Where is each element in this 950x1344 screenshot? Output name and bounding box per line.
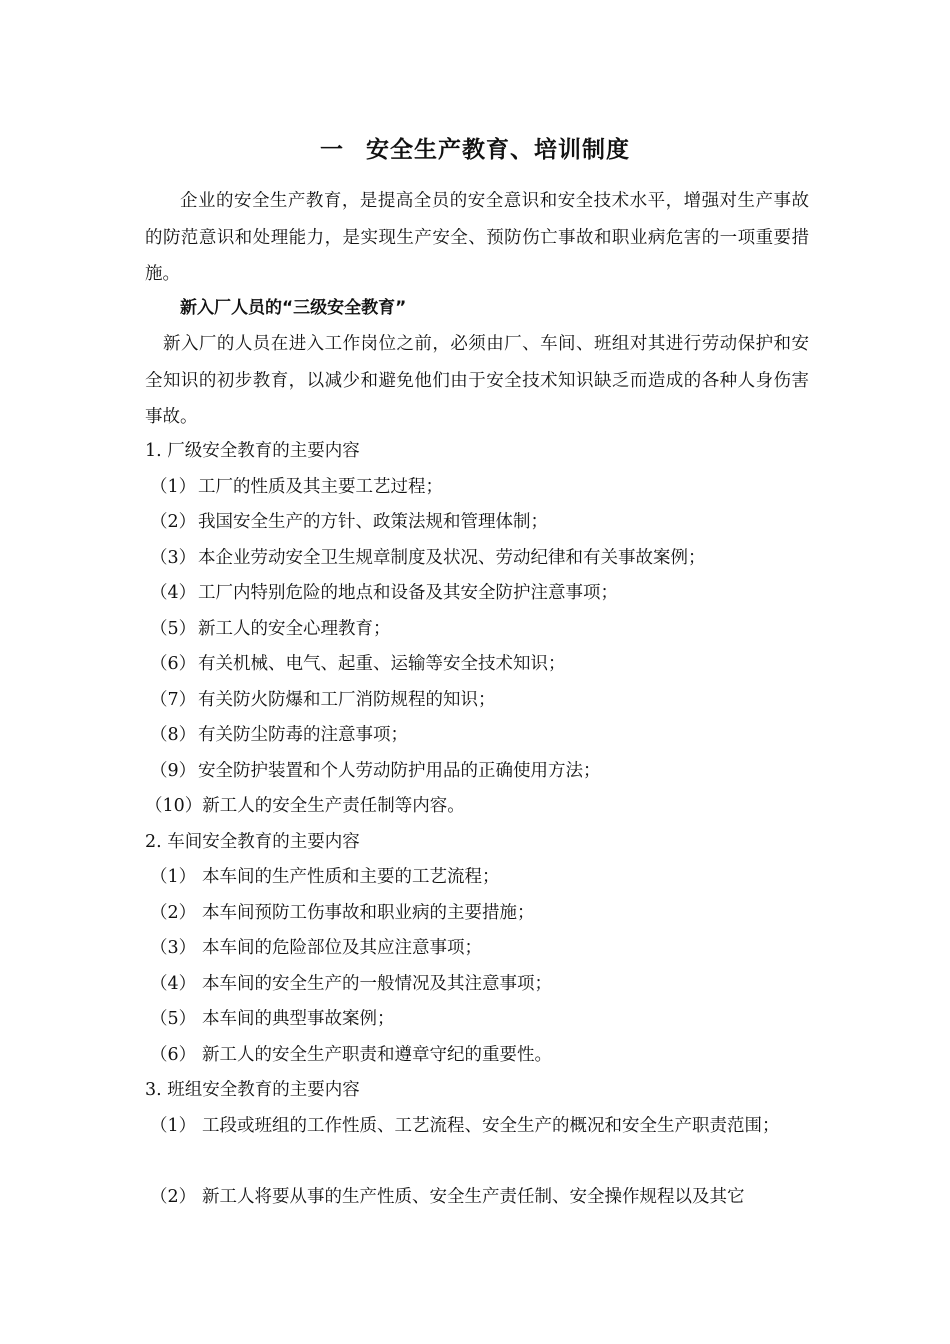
item-number: （2）: [150, 1187, 197, 1207]
item-text: 有关防尘防毒的注意事项；: [198, 725, 408, 745]
list-item: [150, 541, 706, 575]
item-number: （1）: [150, 1116, 197, 1136]
item-text: 新工人的安全生产职责和遵章守纪的重要性。: [202, 1045, 552, 1065]
title-number: 一: [320, 137, 344, 163]
list-item: [150, 647, 566, 681]
list-item: [150, 1038, 552, 1072]
item-text: 工厂的性质及其主要工艺过程；: [198, 477, 443, 497]
item-text: 新工人的安全生产责任制等内容。: [202, 796, 465, 816]
list-item: [150, 1180, 745, 1214]
section1-heading: 1. 厂级安全教育的主要内容: [145, 441, 360, 461]
item-text: 本车间的危险部位及其应注意事项；: [202, 938, 482, 958]
item-number: （4）: [150, 974, 197, 994]
item-text: 安全防护装置和个人劳动防护用品的正确使用方法；: [198, 761, 601, 781]
list-item: [150, 612, 391, 646]
item-text: 本车间预防工伤事故和职业病的主要措施；: [202, 903, 535, 923]
list-item: [150, 967, 552, 1001]
item-number: （10）: [145, 796, 203, 816]
item-text: 工段或班组的工作性质、工艺流程、安全生产的概况和安全生产职责范围；: [202, 1116, 780, 1136]
item-number: （3）: [150, 938, 197, 958]
list-item: [145, 789, 465, 823]
item-text: 我国安全生产的方针、政策法规和管理体制；: [198, 512, 548, 532]
list-item: [150, 860, 500, 894]
list-item: [150, 576, 618, 610]
item-text: 本车间的生产性质和主要的工艺流程；: [202, 867, 500, 887]
intro-paragraph: 企业的安全生产教育，是提高全员的安全意识和安全技术水平，增强对生产事故的防范意识和处理能力，是实现生产安全、预防伤亡事故和职业病危害的一项重要措施。: [145, 191, 809, 284]
item-number: （8）: [150, 725, 197, 745]
subheading-paragraph: 新入厂的人员在进入工作岗位之前，必须由厂、车间、班组对其进行劳动保护和安全知识的初步教育，以减少和避免他们由于安全技术知识缺乏而造成的各种人身伤害事故。: [145, 334, 809, 427]
list-item: [150, 505, 548, 539]
item-text: 有关防火防爆和工厂消防规程的知识；: [198, 690, 496, 710]
item-text: 有关机械、电气、起重、运输等安全技术知识；: [198, 654, 566, 674]
page-title: [0, 132, 950, 168]
item-number: （7）: [150, 690, 197, 710]
section3-heading: 3. 班组安全教育的主要内容: [145, 1080, 360, 1100]
item-number: （5）: [150, 619, 197, 639]
item-number: （3）: [150, 548, 197, 568]
list-item: [150, 1108, 862, 1144]
item-number: （2）: [150, 512, 197, 532]
item-number: （4）: [150, 583, 197, 603]
item-text: 新工人的安全心理教育；: [198, 619, 391, 639]
list-item: [150, 931, 482, 965]
list-item: [150, 896, 535, 930]
list-item: [150, 718, 408, 752]
item-text: 本车间的典型事故案例；: [202, 1009, 395, 1029]
item-text: 本企业劳动安全卫生规章制度及状况、劳动纪律和有关事故案例；: [198, 548, 706, 568]
list-item: [150, 683, 496, 717]
item-number: （5）: [150, 1009, 197, 1029]
item-number: （6）: [150, 1045, 197, 1065]
item-text: 工厂内特别危险的地点和设备及其安全防护注意事项；: [198, 583, 618, 603]
title-text: 安全生产教育、培训制度: [366, 137, 630, 163]
item-number: （2）: [150, 903, 197, 923]
item-number: （9）: [150, 761, 197, 781]
item-text: 本车间的安全生产的一般情况及其注意事项；: [202, 974, 552, 994]
item-number: （6）: [150, 654, 197, 674]
list-item: [150, 1002, 395, 1036]
list-item: [150, 754, 601, 788]
item-number: （1）: [150, 867, 197, 887]
subheading: 新入厂人员的“三级安全教育”: [180, 298, 407, 318]
section2-heading: 2. 车间安全教育的主要内容: [145, 832, 360, 852]
item-number: （1）: [150, 477, 197, 497]
list-item: [150, 470, 443, 504]
item-text: 新工人将要从事的生产性质、安全生产责任制、安全操作规程以及其它: [202, 1187, 745, 1207]
